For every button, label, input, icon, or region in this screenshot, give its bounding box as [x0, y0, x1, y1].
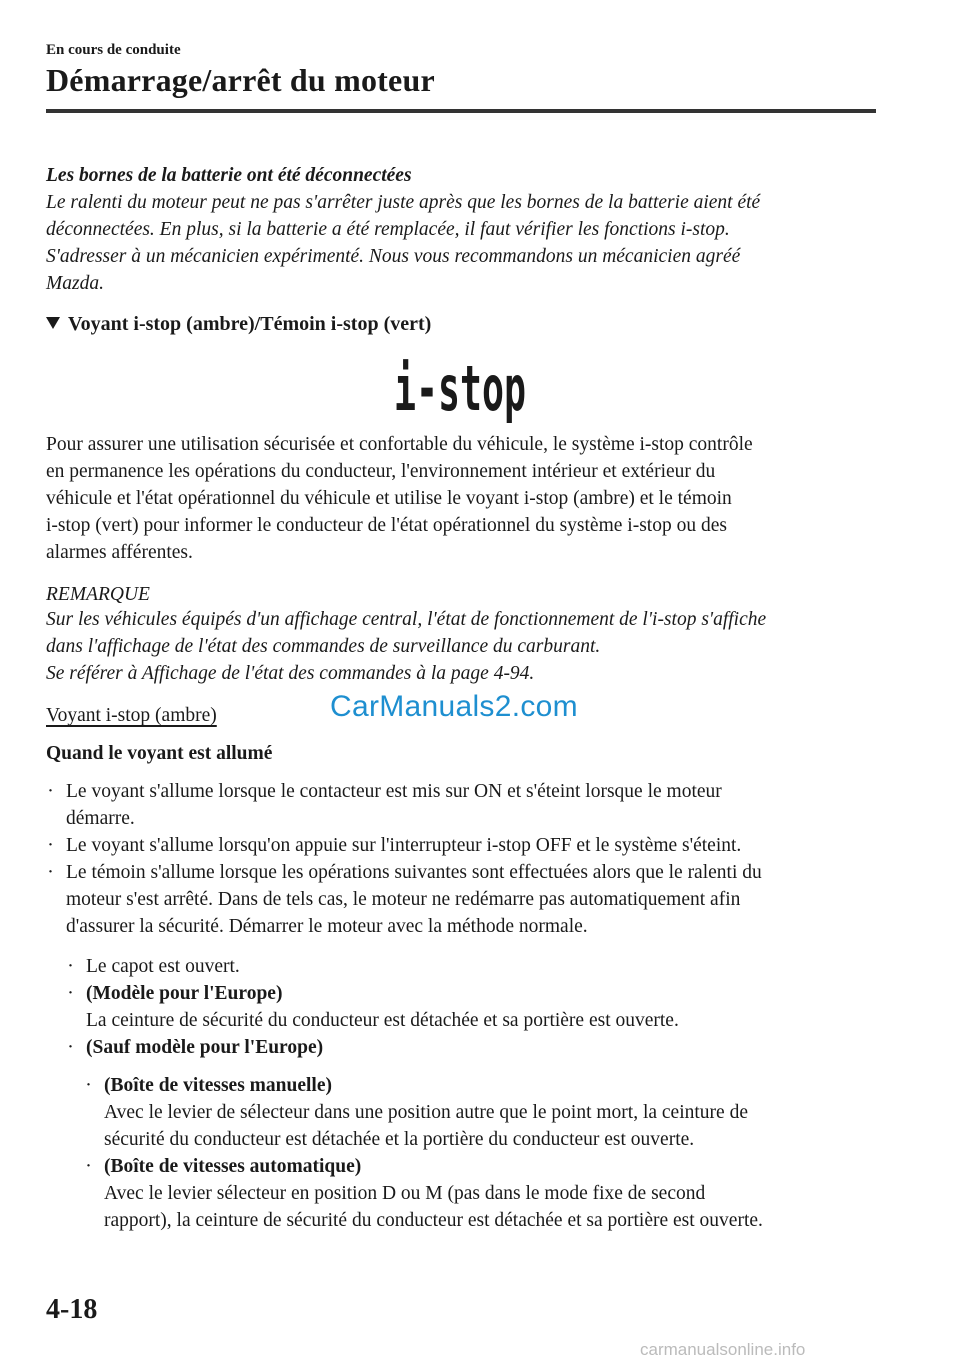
bullet-dot-icon: ·: [68, 1039, 74, 1055]
list-item: [48, 778, 878, 832]
list-item-line: (Sauf modèle pour l'Europe): [86, 1037, 324, 1058]
list-item-line: d'assurer la sécurité. Démarrer le moteur avec la méthode normale.: [66, 916, 588, 937]
list-item: [86, 1153, 876, 1234]
bullet-dot-icon: ·: [48, 783, 54, 799]
battery-line-3: S'adresser à un mécanicien expérimenté. Nous vous recommandons un mécanicien agréé: [46, 246, 741, 267]
remarque-line-1: Sur les véhicules équipés d'un affichage central, l'état de fonctionnement de l'i-stop s'affiche: [46, 609, 767, 630]
bullet-dot-icon: ·: [86, 1077, 92, 1093]
list-item-line: Avec le levier de sélecteur dans une position autre que le point mort, la ceinture de: [104, 1102, 748, 1123]
list-item-line: démarre.: [66, 808, 135, 829]
remarque-line-3: Se référer à Affichage de l'état des commandes à la page 4-94.: [46, 663, 535, 684]
battery-line-4: Mazda.: [46, 273, 104, 294]
footer-watermark: carmanualsonline.info: [640, 1340, 806, 1359]
intro-line-2: en permanence les opérations du conducteur, l'environnement intérieur et extérieur du: [46, 461, 716, 482]
list-item-line: (Boîte de vitesses automatique): [104, 1156, 362, 1177]
bullet-dot-icon: ·: [68, 985, 74, 1001]
section-tag: En cours de conduite: [46, 42, 181, 58]
triangle-down-icon: [46, 317, 60, 329]
bullet-dot-icon: ·: [68, 958, 74, 974]
bullet-dot-icon: ·: [48, 837, 54, 853]
list-item-line: rapport), la ceinture de sécurité du conducteur est détachée et sa portière est ouverte.: [104, 1210, 763, 1231]
ambre-title: Voyant i-stop (ambre): [46, 705, 217, 726]
voyant-heading-text: Voyant i-stop (ambre)/Témoin i-stop (vert): [68, 313, 432, 335]
when-lit-heading: Quand le voyant est allumé: [46, 743, 273, 764]
watermark: CarManuals2.com: [330, 690, 578, 723]
intro-line-3: véhicule et l'état opérationnel du véhicule et utilise le voyant i-stop (ambre) et le témoin: [46, 488, 732, 509]
list-item: [68, 980, 868, 1034]
remarque-line-2: dans l'affichage de l'état des commandes de surveillance du carburant.: [46, 636, 601, 657]
list-item-line: Avec le levier sélecteur en position D ou M (pas dans le mode fixe de second: [104, 1183, 706, 1204]
page-number: 4-18: [46, 1294, 98, 1325]
list-item: [68, 953, 868, 980]
remarque-label: REMARQUE: [46, 584, 150, 605]
battery-heading: Les bornes de la batterie ont été déconnectées: [46, 165, 412, 186]
list-item-line: Le témoin s'allume lorsque les opérations suivantes sont effectuées alors que le ralenti du: [66, 862, 762, 883]
list-item-line: Le voyant s'allume lorsque le contacteur est mis sur ON et s'éteint lorsque le moteur: [66, 781, 722, 802]
list-item: [68, 1034, 868, 1061]
istop-logo: [392, 352, 528, 428]
intro-line-4: i-stop (vert) pour informer le conducteur de l'état opérationnel du système i-stop ou des: [46, 515, 727, 536]
battery-line-1: Le ralenti du moteur peut ne pas s'arrêter juste après que les bornes de la batterie aient été: [46, 192, 761, 213]
title-rule: [46, 109, 876, 113]
istop-logo-text: i-stop: [394, 352, 526, 425]
intro-line-5: alarmes afférentes.: [46, 542, 193, 563]
voyant-heading: [46, 313, 431, 336]
list-item-line: (Boîte de vitesses manuelle): [104, 1075, 333, 1096]
list-item: [48, 859, 878, 940]
intro-line-1: Pour assurer une utilisation sécurisée et confortable du véhicule, le système i-stop contrôle: [46, 434, 753, 455]
list-item-line: (Modèle pour l'Europe): [86, 983, 283, 1004]
list-item-line: Le capot est ouvert.: [86, 956, 240, 977]
list-item: [48, 832, 878, 859]
list-item-line: Le voyant s'allume lorsqu'on appuie sur l'interrupteur i-stop OFF et le système s'éteint.: [66, 835, 742, 856]
list-item-line: La ceinture de sécurité du conducteur est détachée et sa portière est ouverte.: [86, 1010, 679, 1031]
list-item: [86, 1072, 876, 1153]
list-item-line: sécurité du conducteur est détachée et la portière du conducteur est ouverte.: [104, 1129, 695, 1150]
page-title: Démarrage/arrêt du moteur: [46, 62, 435, 98]
bullet-dot-icon: ·: [48, 864, 54, 880]
bullet-dot-icon: ·: [86, 1158, 92, 1174]
battery-line-2: déconnectées. En plus, si la batterie a été remplacée, il faut vérifier les fonctions i-stop.: [46, 219, 730, 240]
list-item-line: moteur s'est arrêté. Dans de tels cas, le moteur ne redémarre pas automatiquement afin: [66, 889, 741, 910]
